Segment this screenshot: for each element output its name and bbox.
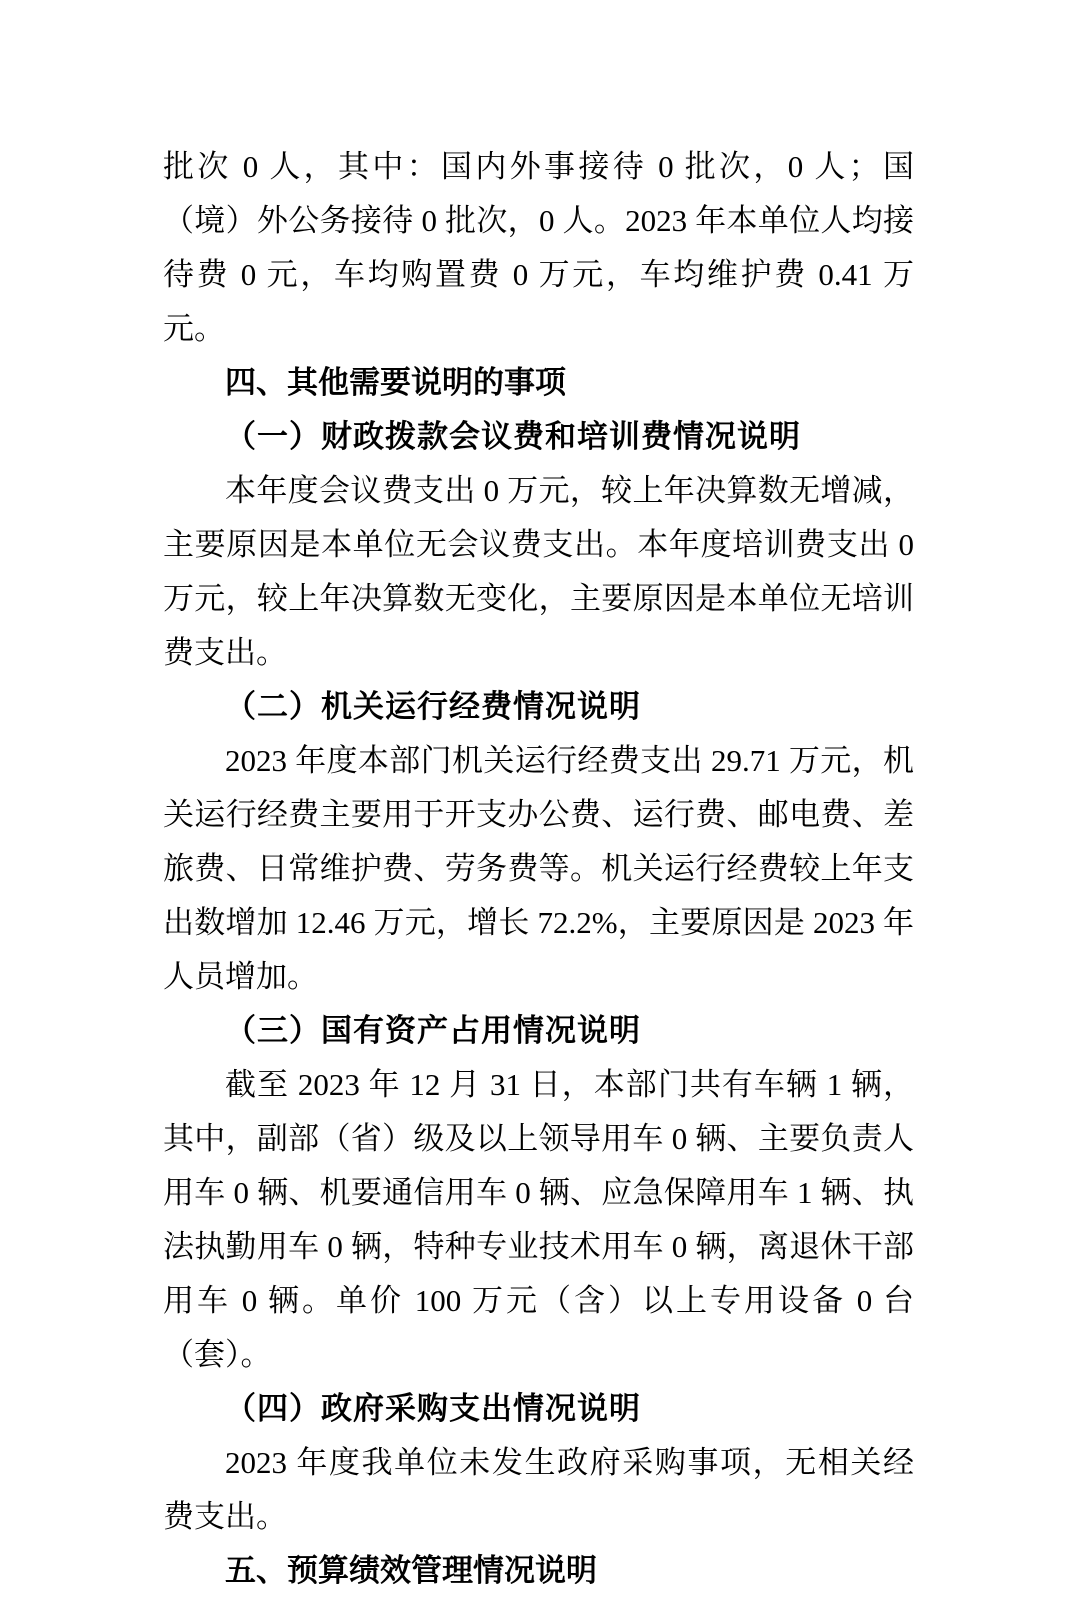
continuation-paragraph-reception-expenses: 批次 0 人，其中：国内外事接待 0 批次，0 人；国（境）外公务接待 0 批次，0 人。2023 年本单位人均接待费 0 元，车均购置费 0 万元，车均维护费 0.41 万元。 (163, 149, 914, 346)
paragraph-government-procurement: 2023 年度我单位未发生政府采购事项，无相关经费支出。 (163, 1445, 914, 1534)
document-body (163, 140, 914, 1598)
subsection-4-2-heading: （二）机关运行经费情况说明 (225, 689, 641, 724)
section-5-heading: 五、预算绩效管理情况说明 (225, 1553, 597, 1589)
section-4-heading: 四、其他需要说明的事项 (225, 365, 566, 401)
subsection-4-1-heading: （一）财政拨款会议费和培训费情况说明 (225, 419, 801, 454)
subsection-4-4-heading: （四）政府采购支出情况说明 (225, 1391, 641, 1426)
paragraph-operating-expenses: 2023 年度本部门机关运行经费支出 29.71 万元，机关运行经费主要用于开支办公费、运行费、邮电费、差旅费、日常维护费、劳务费等。机关运行经费较上年支出数增加 12.46 万元，增长 72.2%，主要原因是 2023 年人员增加。 (163, 743, 914, 994)
paragraph-meeting-training-fees: 本年度会议费支出 0 万元，较上年决算数无增减，主要原因是本单位无会议费支出。本年度培训费支出 0 万元，较上年决算数无变化，主要原因是本单位无培训费支出。 (163, 473, 914, 670)
paragraph-state-assets: 截至 2023 年 12 月 31 日，本部门共有车辆 1 辆，其中，副部（省）级及以上领导用车 0 辆、主要负责人用车 0 辆、机要通信用车 0 辆、应急保障用车 1 辆、执法执勤用车 0 辆，特种专业技术用车 0 辆，离退休干部用车 0 辆。单价 100 万元（含）以上专用设备 0 台（套）。 (163, 1067, 914, 1372)
subsection-4-3-heading: （三）国有资产占用情况说明 (225, 1013, 641, 1048)
